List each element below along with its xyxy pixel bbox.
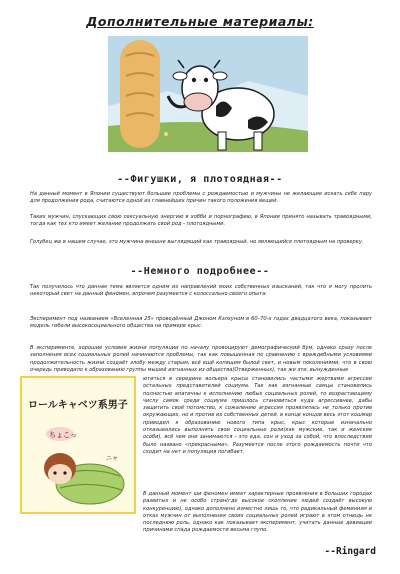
cat-words-text: ニャ xyxy=(106,455,119,462)
page-title: Дополнительные материалы: xyxy=(86,14,314,29)
author-signature: --Ringard xyxy=(324,546,376,557)
vertical-label-text: ロールキャベツ系男子 xyxy=(28,400,128,411)
section-heading-carnivore: --Фигушки, я плотоядная-- xyxy=(117,174,283,185)
paragraph-research: Так получилось что данная тема является одним из направлений моих собственных изысканий, так что я могу пролить некоторый свет на данный феномен, впрочем разумеется с колоссально своего опыта: xyxy=(30,284,372,298)
section-heading-details: --Немного подробнее-- xyxy=(130,266,270,277)
cow-illustration xyxy=(108,36,308,152)
paragraph-experiment: В эксперименте, хорошие условия жизни популяции по началу провоцируют демографический бум, однако сразу после заполнения всех социальных ролей начинаются проблемы, так как повышенная по сравнению с враждебными условиями продолжительность жизни создаёт злобу между старым, всё ещё копящим былой свет, и новым поколениями, что в свою очередь приводило к образованию группы мышей изгнанных из общества(Отверженных), так же эти, вынужденные xyxy=(30,345,372,373)
speech-text: ちょこっ xyxy=(49,431,77,439)
paragraph-universe-25: Эксперимент под названием «Вселенная 25» проведённый Джоном Кэлхуном в 60–70-х годах двадцатого века, показывает модель гибели высокосоциального общества на примере крыс. xyxy=(30,316,372,330)
paragraph-herbivores: Таких мужчин, спускающих свою сексуальную энергию в хобби и порнографию, в Японии принято называть травоядными, тогда как тех кто имеет желание продолжать свой род - плотоядными. xyxy=(30,214,372,228)
cabbage-roll-illustration xyxy=(20,376,136,514)
paragraph-phenomenon: В данный момент ши феномен имеет характерные проявления в больших городах развитых и не особо стран(где высокое скопление людей создаёт высокую конкуренцию), однако дополнено изместно лишь то, что радикальный феминизм и отказ мужчин от выполнения своих социальных ролей играют в этом отнюдь не последнюю роль, однако как показывает эксперимент, учитать данные девиации причинами спада рождаемости весьма глупо. xyxy=(143,491,372,534)
paragraph-intro: На данный момент в Японии существуют большие проблемы с рождаемостью и мужчины не желающие искать себе пару для продолжения рода, считаются одной из главнейших причин такого положения вещей. xyxy=(30,191,372,205)
paragraph-cabbage-roll: Голубец же в нашем случае, это мужчина внешне выглядящий как травоядный, но являющийся плотоядным на проверку. xyxy=(30,239,364,245)
paragraph-experiment-continued: ютиться в середине вольера крысы становились частыми жертвами агрессии остальных представителей социума. Так как изгнанные самцы становились полностью апатичны к исполнению любых социальных ролей, то возрастающему числу самок среди социума пришлось становиться куда агрессивнее, дабы защитить своё потомство, к сожалению агрессия проявлялась не только против окружающих, но и против их собственных детей, в конце концов весь этот кошмар приводил к образованию нового типа крыс, крыс которые изначально отказывались выполнять свои социальные роли(как мужские, так и женские особи), всё чем они занимаются - это еда, сон и уход за собой, что впоследствии было названо «прекрасными». Разумеется после этого рождаемость почти что сходит на нет и популяция погибает. xyxy=(143,376,372,455)
